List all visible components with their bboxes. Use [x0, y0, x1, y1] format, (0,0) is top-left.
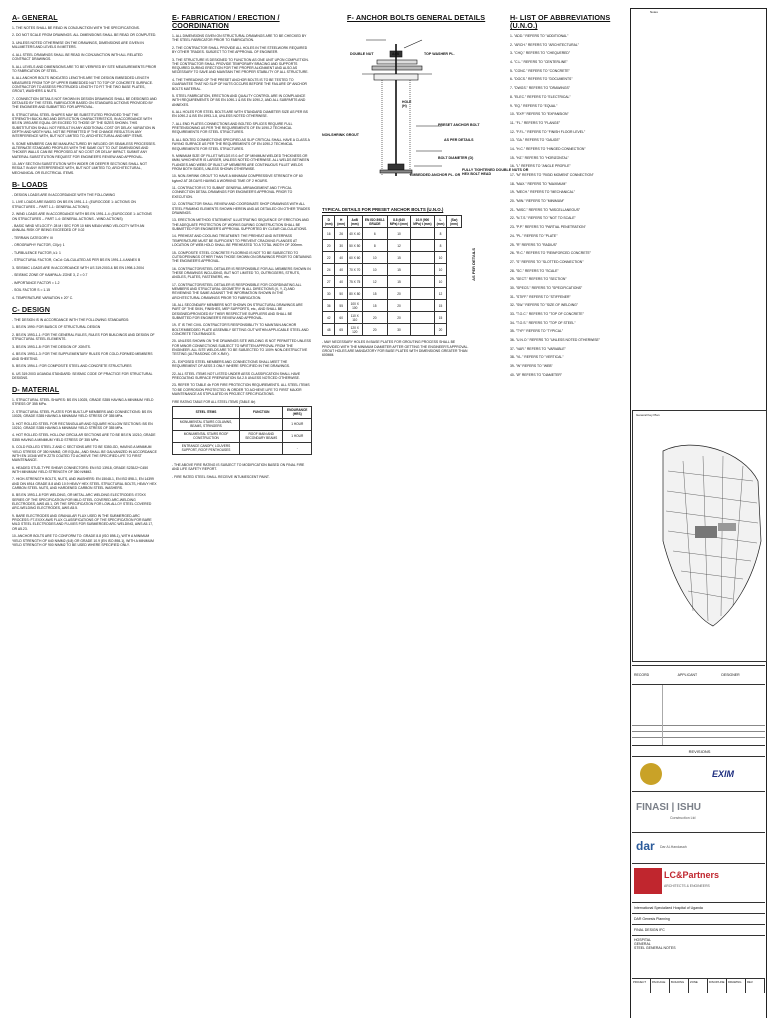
label-as-per: AS PER DETAILS	[444, 138, 474, 142]
fabrication-note: 18- ALL SECONDARY MEMBERS NOT SHOWN ON STRUCTURAL DRAWINGS ARE PART OF THE SKIN, FINISHES, MEP SUPPORTS, etc., AND SHALL BE DESIGNED/PROVIDED BY THEIR RESPECTIVE SUPPLIERS AND SHALL BE SUBMITTED FOR ENGINEER'S REVIEW AND APPROVAL.	[172, 303, 303, 320]
abbreviation-item: 16- "L" REFERS TO "ANGLE PROFILE"	[510, 164, 571, 169]
loads-note: 1- LIVE LOADS ARE BASED ON BS EN 1991-1-1: (EUROCODE 1: ACTIONS ON STRUCTURES -- PART 1-1: GENERAL ACTIONS)	[12, 200, 136, 209]
key-plan-map	[633, 411, 766, 661]
material-note: 7- HIGH-STRENGTH BOLTS, NUTS, AND WASHERS: EN 15048-1, EN ISO 898-1, EN 14399 AND DIN 6914 GRADE 8.8 AND 10.9 HEAVY HEX STEEL STRUCTURAL BOLTS, HEAVY HEX CARBON STEEL NUTS, AND HARDENED CARBON STEEL WASHERS.	[12, 477, 157, 490]
table-cell	[410, 264, 434, 276]
logo-finasi-sub: Construction Ltd	[670, 816, 696, 820]
abbreviation-item: 2- "ARCH." REFERS TO "ARCHITECTURAL"	[510, 42, 579, 47]
label-grout: NON-SHRINK GROUT	[322, 133, 359, 137]
table-cell	[410, 288, 434, 300]
lc-logo-icon	[634, 868, 662, 894]
logos-row-1	[632, 756, 765, 791]
logo-finasi: FINASI | ISHU	[636, 802, 702, 813]
design-note: 5- BS EN 1994-1: FOR COMPOSITE STEEL AND CONCRETE STRUCTURES	[12, 364, 132, 369]
general-note: 3- UNLESS NOTED OTHERWISE ON THE DRAWINGS, DIMENSIONS ARE GIVEN IN MILLIMETERS AND LEVELS IN METERS.	[12, 40, 144, 50]
table-row	[323, 264, 462, 276]
table-cell: 42	[323, 312, 335, 324]
fabrication-note: 7- ALL END PLATES CONNECTIONS AND BOLTED SPLICES REQUIRE FULL PRETENSIONING AS PER THE REQUIREMENTS OF EN 1090-2 TECHNICAL REQUIREMENTS FOR STEEL STRUCTURES.	[172, 121, 293, 135]
table-cell: MONUMENTAL STAIRS ROOF CONSTRUCTION	[173, 430, 240, 442]
table-cell: 12	[362, 276, 387, 288]
abbreviation-item: 9- "EQ." REFERS TO "EQUAL"	[510, 103, 558, 108]
material-note: 4- HOT ROLLED STEEL HOLLOW CIRCULAR SECTIONS ARE TO BE BS EN 10210, GRADE S355 HAVING A MINIMUM YIELD STRESS OF 355 MPa.	[12, 433, 156, 442]
label-hole: HOLE (H)	[402, 100, 412, 109]
table-cell: 30	[335, 240, 347, 252]
design-note: 1- BS EN 1990: FOR BASICS OF STRUCTURAL DESIGN	[12, 325, 101, 330]
table-row	[323, 324, 462, 336]
section-heading-abbreviations: H- LIST OF ABBREVIATIONS (U.N.O.)	[510, 13, 611, 30]
design-note: - THE DESIGN IS IN ACCORDANCE WITH THE FOLLOWING STANDARDS:	[12, 318, 130, 322]
table-cell: 15	[388, 264, 411, 276]
table-header-row	[323, 216, 462, 228]
table-row	[173, 418, 312, 430]
logo-exim: EXIM	[712, 769, 735, 779]
general-note: 10- ANY SECTION SUBSTITUTION WITH WIDER OR DEEPER SECTIONS SHALL NOT RESULT IN ANY INTERFERENCE WITH, BUT NOT LIMITED TO, ARCHITECTURAL, MECHANICAL OR ELECTRICAL ITEMS.	[12, 162, 148, 175]
fabrication-note: 16- CONTRACTOR/STEEL DETAILER IS RESPONSIBLE FOR ALL MEMBERS SHOWN IN THESE DRAWINGS INCLUDING, BUT NOT LIMITED TO, OUTRIGGERS, STRUTS, ANGLES, PLATES, FASTENERS, etc.	[172, 266, 311, 280]
material-note: 9- BARE ELECTRODES AND GRANULAR FLUX USED IN THE SUBMERGED-ARC PROCESS: F7-EXXX AWS FLUX CLASSIFICATIONS OF THE SPECIFICATION FOR BARE MILD STEEL ELECTRODES AND FLUXES FOR SUBMERGED ARC WELDING, AWS A5.17, OR A5.23.	[12, 513, 154, 531]
fire-note-1: - THE ABOVE FIRE RATING IS SUBJECT TO MODIFICATION BASED ON FINAL FIRE AND LIFE SAFETY REPORT.	[172, 462, 305, 472]
table-row	[323, 312, 462, 324]
logo-lc-row	[632, 863, 765, 902]
loads-notes-list	[12, 193, 157, 300]
design-stage: FINAL DESIGN IFC	[632, 924, 765, 935]
abbreviation-item: 14- "H.C." REFERS TO "HINGED CONNECTION"	[510, 146, 586, 151]
table-cell: ENTRANCE CANOPY, LOUVERS SUPPORT, ROOF PENTHOUSES	[173, 442, 240, 454]
logo-lc: LC&Partners	[664, 870, 720, 880]
fabrication-note: 19- IT IS THE CIVIL CONTRACTOR'S RESPONSIBILITY TO MAINTAIN ANCHOR BOLT/EMBEDDED PLATE ASSEMBLY SETTING OUT WITHIN APPLICABLE STEEL AND CONCRETE TOLERANCES.	[172, 323, 309, 336]
table-cell: 10	[388, 228, 411, 240]
section-heading-anchor: F- ANCHOR BOLTS GENERAL DETAILS	[347, 13, 486, 22]
table-cell: 36	[323, 300, 335, 312]
table-cell: 12	[434, 288, 446, 300]
general-note: 9- SOME MEMBERS CAN BE MANUFACTURED BY WELDED OR SEAMLESS PROCESSES. ALTERNATE STANDARD PROFILES WITH THE SAME OUT TO OUT DIMENSIONS AND THICKER WALLS CAN BE PROPOSED AT NO COST OR DELAY IMPACT. SUBMIT ANY MATERIAL SUBSTITUTION REQUEST FOR ENGINEER'S REVIEW AND APPROVAL.	[12, 141, 156, 159]
section-heading-general: A- GENERAL	[12, 13, 58, 22]
fire-note-2: - FIRE RATED STEEL SHALL RECEIVE INTUMESCENT PAINT.	[172, 474, 270, 479]
anchor-bolt-table	[322, 215, 462, 336]
table-cell: 20	[388, 288, 411, 300]
table-cell: 60 X 60	[347, 252, 362, 264]
anchor-side-label: AS PER DETAILS	[471, 248, 476, 281]
fabrication-note: 2- THE CONTRACTOR SHALL PROVIDE ALL HOLES IN THE STEELWORK REQUIRED BY OTHER TRADES. SUBJECT TO THE APPROVAL OF ENGINEER.	[172, 45, 308, 55]
table-row	[323, 252, 462, 264]
abbreviation-item: 7- "DWGS." REFERS TO "DRAWINGS"	[510, 86, 570, 91]
table-row	[323, 276, 462, 288]
fabrication-note: 17- CONTRACTOR/STEEL DETAILER IS RESPONSIBLE FOR COORDINATING ALL MEMBERS AND STRUCTURAL GEOMETRY IN ALL DIRECTIONS (X, Y, Z) AND REVIEWING THE SAME AGAINST THE INFORMATION SHOWN IN THE ARCHITECTURAL DRAWINGS PRIOR TO FABRICATION.	[172, 282, 302, 300]
general-note: 4- ALL STEEL DRAWINGS SHALL BE READ IN CONJUNCTION WITH ALL RELATED CONTRACT DRAWINGS.	[12, 52, 143, 62]
fire-rating-table	[172, 406, 312, 455]
abbreviation-item: 22- "N.T.S." REFERS TO "NOT TO SCALE"	[510, 216, 576, 221]
table-cell: 110 X 110	[347, 312, 362, 324]
abbreviation-item: 10- "EXP." REFERS TO "EXPANSION"	[510, 112, 569, 117]
column-general	[12, 8, 157, 550]
abbreviation-item: 29- "SECT." REFERS TO "SECTION"	[510, 277, 567, 282]
material-note: 1- STRUCTURAL STEEL SHAPES: BS EN 10025, GRADE S355 HAVING A MINIMUM YIELD STRESS OF 355 MPa.	[12, 398, 154, 407]
table-header-cell: (Sw) (mm)	[447, 216, 462, 228]
abbreviation-item: 23- "P.P." REFERS TO "PARTIAL PENETRATION"	[510, 225, 586, 230]
anchor-note: - MAY NECESSARY HOLES IN BASE PLATES FOR GROUTING PROCESS SHALL BE PROVIDED WITH THE MINIMUM DIAMETER AFTER GETTING THE ENGINEER'S APPROVAL. GROUT HOLES ARE MANDATORY FOR BASE PLATES WITH DIMENSIONS GREATER THAN 600MM.	[322, 340, 469, 358]
label-axb: AxB	[392, 52, 400, 56]
material-note: 3- HOT ROLLED STEEL FOR RECTANGULAR AND SQUARE HOLLOW SECTIONS: BS EN 10210, GRADE S355 HAVING A MINIMUM YIELD STRESS OF 355 MPa.	[12, 421, 153, 430]
abbreviation-item: 36- "U.N.O." REFERS TO "UNLESS NOTED OTHERWISE"	[510, 338, 600, 343]
abbreviation-item: 40- "Ø" REFERS TO "DIAMETER"	[510, 372, 562, 377]
table-header-cell: EN ISO 898-1 GRADE	[362, 216, 387, 228]
loads-note: 2- WIND LOADS ARE IN ACCORDANCE WITH BS EN 1991-1-4: (EUROCODE 1: ACTIONS ON STRUCTURES -- PART 1-4: GENERAL ACTIONS - WIND ACTIONS)	[12, 212, 152, 221]
abbreviation-item: 21- "MISC." REFERS TO "MISCELLANEOUS"	[510, 207, 581, 212]
fabrication-note: 22- ALL STEEL ITEMS NOT LISTED UNDER AESS CLASSIFICATION SHALL HAVE PRECOATING SURFACE PREPARATION SA 2.5 UNLESS NOTICED OTHERWISE.	[172, 371, 301, 380]
key-plan-box	[632, 410, 767, 662]
logo-dar-sub: Dar Al-Handasah	[660, 845, 687, 849]
abbreviations-list	[510, 34, 628, 378]
table-cell: 12	[388, 240, 411, 252]
fabrication-note: 13- ERECTION METHOD STATEMENT ILLUSTRATING SEQUENCE OF ERECTION AND THE ADEQUATE PROTECTION OF WORKS DURING CONSTRUCTION SHALL BE SUBMITTED FOR ENGINEER'S APPROVAL SUPPORTED BY CLEAR CALCULATIONS.	[172, 218, 309, 231]
abbreviation-item: 24- "PL." REFERS TO "PLATE"	[510, 233, 558, 238]
table-cell: 55	[335, 300, 347, 312]
material-note: 10- ANCHOR BOLTS ARE TO CONFORM TO: GRADE 8.8 (ISO 898-1), WITH A MINIMUM YIELD STRENGTH OF 640 N/MM2 (6.8) OR GRADE 10.9 (EN ISO 898-1), WITH A MINIMUM YIELD STRENGTH OF 900 N/MM2 TO BE USED WHERE SPECIFIED ONLY.	[12, 534, 154, 547]
table-cell: 15	[362, 300, 387, 312]
table-cell: 20	[434, 324, 446, 336]
table-cell	[410, 228, 434, 240]
label-embedded-plate: EMBEDDED ANCHOR PL. OR	[410, 173, 461, 177]
fabrication-note: 14- PREHEAT AND COOLING TREATMENT: THE PREHEAT AND INTERPASS TEMPERATURE MUST BE SUFFICIENT TO PREVENT CRACKING FLANGES AT LOCATION OF WEB HOLD SHALL BE PREHEATED TO A TOTAL WIDTH OF 200mm.	[172, 234, 303, 248]
table-header-cell: D (mm)	[323, 216, 335, 228]
design-note: 4- BS EN 1993-1-3: FOR THE SUPPLEMENTARY RULES FOR COLD-FORMED MEMBERS AND SHEETING.	[12, 352, 153, 361]
drawing-number-field: PROJECT	[632, 979, 651, 993]
table-cell: 22	[323, 252, 335, 264]
loads-note: - SOIL FACTOR S = 1.15	[12, 288, 50, 293]
revisions-label: REVISIONS	[632, 745, 765, 756]
abbreviation-item: 1- "ADD." REFERS TO "ADDITIONAL"	[510, 34, 569, 38]
fabrication-note: 20- UNLESS SHOWN ON THE DRAWINGS SITE WELDING IS NOT PERMITTED UNLESS FOR MINOR CONNECTIONS SUBJECT TO WRITTEN APPROVAL FROM THE ENGINEER. ALL SITE WELDS ARE TO BE SUBJECTED TO 100% NON-DESTRUCTIVE TESTING (ULTRASONIC OR X-RAY).	[172, 339, 311, 357]
design-note: 6- US 319:2003 UGANDA STANDARD: SEISMIC CODE OF PRACTICE FOR STRUCTURAL DESIGNS.	[12, 371, 153, 380]
drawing-number-row	[632, 978, 765, 993]
table-cell: 10	[434, 252, 446, 264]
table-cell	[410, 276, 434, 288]
fabrication-note: 1- ALL DIMENSIONS GIVEN ON STRUCTURAL DRAWINGS ARE TO BE CHECKED BY THE STEEL FABRICATOR PRIOR TO FABRICATION.	[172, 34, 307, 43]
material-note: 5- COLD ROLLED STEEL Z AND C SECTIONS ARE TO BE S350-GD, HAVING A MINIMUM YIELD STRESS OF 350 N/MM2, OR EQUAL, AND SHALL BE GALVANIZED IN ACCORDANCE WITH EN 10346 WITH Z275 COATED TO ACHIEVE THE SPECIFIED LIFE TO FIRST MAINTENANCE.	[12, 445, 157, 463]
table-cell: 10	[362, 264, 387, 276]
label-double-nut: DOUBLE NUT	[350, 52, 374, 56]
fabrication-note: 15- COMPOSITE STEEL CONCRETE FLOORING IS NOT TO BE SUBJECTED TO CUTS/OPENINGS OTHER THAN THOSE SHOWN ON DRAWINGS PRIOR TO OBTAINING THE ENGINEER'S APPROVAL.	[172, 250, 312, 264]
section-heading-material: D- MATERIAL	[12, 385, 60, 395]
fire-table-title: FIRE RATING TABLE FOR ALL STEEL ITEMS (TABLE 4b)	[172, 399, 256, 404]
table-cell: 1 HOUR	[283, 418, 312, 430]
abbreviation-item: 35- "TYP." REFERS TO "TYPICAL"	[510, 329, 564, 334]
loads-note: 4- TEMPERATURE VARIATION ± 20° C.	[12, 295, 74, 300]
table-cell	[410, 240, 434, 252]
table-cell: 30	[388, 324, 411, 336]
design-notes-list	[12, 318, 157, 380]
general-note: 7- CONNECTION DETAILS NOT SHOWN IN DESIGN DRAWINGS SHALL BE DESIGNED AND DETAILED BY THE STEEL FABRICATOR BASED ON STANDARD ACTIONS PROVIDED BY THE ENGINEER AND SUBMITTED FOR APPROVAL.	[12, 96, 157, 110]
section-heading-fabrication: E- FABRICATION / ERECTION / COORDINATION	[172, 13, 280, 30]
loads-note: - STRUCTURAL FACTOR, CsCd: CALCULATED AS PER BS EN 1991-1-4 ANNEX B	[12, 258, 141, 263]
abbreviation-item: 28- "SC." REFERS TO "SCALE"	[510, 268, 559, 273]
abbreviation-item: 17- "M" REFERS TO "RIGID MOMENT CONNECTION"	[510, 173, 594, 177]
abbreviation-item: 37- "VAR." REFERS TO "VARIABLE"	[510, 346, 566, 351]
abbreviation-item: 4- "C.L." REFERS TO "CENTERLINE"	[510, 60, 568, 65]
abbreviation-item: 8- "ELEC." REFERS TO "ELECTRICAL"	[510, 94, 571, 99]
abbreviation-item: 12- "F.F.L." REFERS TO "FINISH FLOOR LEVEL"	[510, 129, 586, 134]
table-cell	[240, 442, 283, 454]
table-header-cell: STEEL ITEMS	[173, 406, 240, 418]
table-header-cell: L (mm)	[434, 216, 446, 228]
table-header-cell: AxB (mm)	[347, 216, 362, 228]
material-note: 8- BS EN 1993-1-8 FOR WELDING, OR METAL-ARC WELDING ELECTRODES: E70XX SERIES OF THE SPECIFICATION FOR MILD STEEL COVERED ARC-WELDING ELECTRODES, AWS A5.1, OR THE SPECIFICATION FOR LOW-ALLOY STEEL COVERED ARC-WELDING ELECTRODES, AWS A5.5.	[12, 493, 152, 511]
column-abbreviations	[510, 8, 628, 382]
abbreviation-item: 31- "STIFF." REFERS TO "STIFFENER"	[510, 294, 571, 299]
table-cell: 8	[434, 240, 446, 252]
label-bolt-diameter: BOLT DIAMETER (D)	[438, 156, 474, 160]
table-cell: 40	[335, 252, 347, 264]
table-cell: 65	[335, 324, 347, 336]
table-cell: -	[283, 442, 312, 454]
table-row	[173, 430, 312, 442]
loads-note: 3- SEISMIC LOADS ARE IN ACCORDANCE WITH US 319:2003 & BS EN 1998-1:2004	[12, 265, 144, 270]
table-cell: 20	[362, 324, 387, 336]
table-cell: 40	[335, 264, 347, 276]
table-cell: 80 X 80	[347, 288, 362, 300]
table-cell: 120 X 120	[347, 324, 362, 336]
table-cell: 27	[323, 276, 335, 288]
table-cell: 100 X 100	[347, 300, 362, 312]
client-name: DAR Genesis Planning	[632, 913, 765, 924]
frame-top	[630, 8, 767, 9]
fabrication-note: 11- CONTRACTOR IS TO SUBMIT GENERAL ARRANGEMENT AND TYPICAL CONNECTION DETAIL DRAWINGS FOR ENGINEER'S APPROVAL PRIOR TO EXECUTION.	[172, 186, 293, 199]
column-anchor	[322, 8, 529, 358]
column-fabrication	[172, 8, 312, 482]
fabrication-note: 6- ALL HOLES FOR STEEL BOLTS ARE WITH STANDARD DIAMETER SIZE AS PER BS EN 1090-2 & BS EN 1993-1-8, UNLESS NOTED OTHERWISE.	[172, 110, 308, 119]
table-cell: 40	[335, 276, 347, 288]
drawing-title-1: HOSPITAL	[634, 938, 652, 942]
drawing-number-field: ZONE	[689, 979, 708, 993]
material-notes-list	[12, 398, 157, 547]
abbreviation-item: 5- "CONC." REFERS TO "CONCRETE"	[510, 68, 570, 73]
table-cell: 20	[388, 300, 411, 312]
table-cell: MONUMENTAL STAIRS COLUMNS, BEAMS, STRINGERS	[173, 418, 240, 430]
table-cell: 50 X 50	[347, 240, 362, 252]
design-note: 2- BS EN 1993-1-1: FOR THE GENERAL RULES, RULES FOR BUILDINGS AND DESIGN OF STRUCTURAL STEEL ELEMENTS.	[12, 332, 155, 342]
fabrication-note: 4- THE THREADING OF THE PRESET ANCHOR BOLTS IS TO BE TESTED TO GUARANTEE THAT NO SLIP OF NUTS OCCURS BEFORE THE FAILURE OF ANCHOR BOLTS MATERIAL.	[172, 77, 307, 91]
table-cell	[410, 324, 434, 336]
abbreviation-item: 15- "HZ." REFERS TO "HORIZONTAL"	[510, 155, 569, 160]
abbreviation-item: 26- "R.C." REFERS TO "REINFORCED CONCRETE"	[510, 251, 591, 256]
revision-table	[632, 684, 765, 745]
table-cell: 1 HOUR	[283, 430, 312, 442]
table-cell: 40 X 40	[347, 228, 362, 240]
abbreviation-item: 39- "W" REFERS TO "WEB"	[510, 364, 553, 369]
project-name: International Specialized Hospital of Uganda	[632, 902, 765, 913]
section-heading-design: C- DESIGN	[12, 305, 51, 314]
logo-dar: dar	[636, 839, 655, 853]
abbreviation-item: 27- "S" REFERS TO "SLOTTED CONNECTION"	[510, 259, 584, 264]
table-cell: 10	[434, 276, 446, 288]
loads-note: - OROGRAPHY FACTOR, C0(z): 1	[12, 243, 65, 248]
rev-header-record: RECORD	[634, 673, 650, 677]
rev-header-designer: DESIGNER	[721, 673, 740, 677]
drawing-number-field: DISCIPLINE	[708, 979, 727, 993]
uganda-crest-icon	[640, 763, 662, 785]
abbreviation-item: 6- "DOCS." REFERS TO "DOCUMENTS"	[510, 77, 573, 82]
table-cell: 75 X 75	[347, 276, 362, 288]
abbreviation-item: 19- "MECH." REFERS TO "MECHANICAL"	[510, 190, 575, 195]
fabrication-notes-list	[172, 34, 312, 396]
table-cell: 8	[434, 228, 446, 240]
drawing-number-field: PACKAGE	[651, 979, 670, 993]
table-cell: 16	[323, 228, 335, 240]
loads-note: - TURBULENCE FACTOR, k1: 1	[12, 250, 61, 255]
design-note: 3- BS EN 1993-1-8: FOR THE DESIGN OF JOINTS.	[12, 344, 91, 349]
general-notes-list	[12, 26, 157, 175]
table-cell: 50	[335, 288, 347, 300]
general-note: 5- ALL LEVELS AND DIMENSIONS ARE TO BE VERIFIED BY SITE MEASUREMENTS PRIOR TO FABRICATION OF STEEL.	[12, 64, 157, 73]
abbreviation-item: 20- "MIN." REFERS TO "MINIMUM"	[510, 199, 565, 204]
loads-note: - DESIGN LOADS ARE IN ACCORDANCE WITH THE FOLLOWING	[12, 193, 115, 197]
general-note: 1- THE NOTES SHALL BE READ IN CONJUNCTION WITH THE SPECIFICATIONS.	[12, 26, 140, 30]
table-header-row	[173, 406, 312, 418]
table-cell	[410, 252, 434, 264]
logo-lc-sub: ARCHITECTS & ENGINEERS	[664, 884, 710, 888]
fabrication-note: 21- EXPOSED STEEL MEMBERS AND CONNECTIONS SHALL MEET THE REQUIREMENT OF AESS 3 ONLY WHERE SPECIFIED IN THE DRAWINGS.	[172, 359, 290, 369]
table-cell: 20	[388, 312, 411, 324]
table-cell: 10	[362, 252, 387, 264]
logo-finasi-row	[632, 791, 765, 832]
table-header-cell: 10.9 (900 MPa) t (mm)	[410, 216, 434, 228]
material-note: 2- STRUCTURAL STEEL PLATES FOR BUILT-UP MEMBERS AND CONNECTIONS: BS EN 10025, GRADE S355 HAVING A MINIMUM YIELD STRESS OF 355 MPa.	[12, 409, 152, 419]
table-header-cell: 8.8 (640 MPa) t (mm)	[388, 216, 411, 228]
table-row	[323, 228, 462, 240]
general-note: 6- ALL ANCHOR BOLTS INDICATED LENGTHS ARE THE DESIGN EMBEDDED LENGTH MEASURED FROM TOP OF UPPER EMBEDDED NUT TO TOP OF CONCRETE SURFACE. CONTRACTOR TO ASSESS PROTRUDED LENGTH TO FIT THE TWO BASE PLATES, GROUT, WASHERS & NUTS.	[12, 76, 153, 94]
table-header-cell: H (mm)	[335, 216, 347, 228]
table-cell: 48	[323, 324, 335, 336]
table-cell: 20	[362, 312, 387, 324]
fabrication-note: 10- NON-SHRINK GROUT TO HAVE A MINIMUM COMPRESSIVE STRENGTH OF 60 kg/cm2 AT 28 DAYS HAVING A WORKING TIME OF 2 HOURS.	[172, 174, 303, 183]
abbreviation-item: 11- "FL." REFERS TO "FLANGE"	[510, 120, 561, 125]
table-row	[323, 240, 462, 252]
material-note: 6- HEADED STUD-TYPE SHEAR CONNECTORS: EN ISO 13918, GRADE S235J2+C450 WITH MINIMUM YIELD STRENGTH OF 350 N/MM2.	[12, 465, 149, 474]
drawing-number-field: DRAWING	[727, 979, 746, 993]
abbreviation-item: 30- "SPECS." REFERS TO "SPECIFICATIONS"	[510, 285, 583, 290]
table-row	[323, 288, 462, 300]
approvals-row	[632, 665, 765, 684]
abbreviation-item: 25- "R" REFERS TO "RADIUS"	[510, 242, 558, 247]
table-cell: 15	[362, 288, 387, 300]
table-cell: 60	[335, 312, 347, 324]
sheet-note-label: Notes	[650, 10, 658, 14]
table-cell: 24	[323, 264, 335, 276]
table-cell: 26	[335, 228, 347, 240]
anchor-table-title: TYPICAL DETAILS FOR PRESET ANCHOR BOLTS (U.N.O.)	[322, 207, 444, 212]
abbreviation-item: 38- "VL." REFERS TO "VERTICAL"	[510, 355, 564, 360]
frame-left-border	[630, 8, 631, 1018]
table-header-cell: FUNCTION	[240, 406, 283, 418]
drawing-title-box	[632, 935, 765, 978]
table-cell: 8	[362, 240, 387, 252]
abbreviation-item: 32- "SW." REFERS TO "SIZE OF WELDING"	[510, 303, 578, 308]
fabrication-note: 23- REFER TO TABLE 4b FOR FIRE PROTECTION REQUIREMENTS. ALL STEEL ITEMS TO BE CORROSION PROTECTED IN ORDER TO ACHIEVE LIFE TO FIRST MAJOR MAINTENANCE AS STIPULATED IN PROJECT SPECIFICATIONS.	[172, 383, 310, 397]
loads-note: - BASIC WIND VELOCITY: 28 M / SEC FOR 10 MIN MEAN WIND VELOCITY WITH AN ANNUAL RISK OF BEING EXCEEDED OF 0.02	[12, 224, 145, 233]
abbreviation-item: 34- "T.O.S." REFERS TO "TOP OF STEEL"	[510, 320, 576, 325]
abbreviation-item: 13- "GA." REFERS TO "GAUGE"	[510, 138, 560, 143]
fabrication-note: 8- ALL BOLTED CONNECTIONS SPECIFIED AS SLIP CRITICAL SHALL HAVE A CLASS A FAYING SURFACE AS PER THE REQUIREMENTS OF EN 1090-2 TECHNICAL REQUIREMENTS FOR STEEL STRUCTURES.	[172, 137, 310, 151]
drawing-number-field: BUILDING	[670, 979, 689, 993]
logo-dar-row	[632, 832, 765, 863]
section-heading-loads: B- LOADS	[12, 180, 48, 189]
table-cell: 15	[388, 276, 411, 288]
abbreviation-item: 3- "CHQ." REFERS TO "CHEQUERED"	[510, 51, 571, 56]
fabrication-note: 5- STEEL FABRICATION, ERECTION AND QUALITY CONTROL ARE IN COMPLIANCE WITH REQUIREMENTS OF BS EN 1090-1 & BS EN 1090-2, AND ALL SUBPARTS AND ANNEXES.	[172, 94, 306, 107]
abbreviation-item: 18- "MAX." REFERS TO "MAXIMUM"	[510, 181, 567, 186]
table-cell: 15	[434, 312, 446, 324]
label-preset: PRESET ANCHOR BOLT	[438, 123, 480, 127]
table-cell: 10	[434, 264, 446, 276]
drawing-number-field: REV.	[746, 979, 765, 993]
table-cell: 15	[434, 300, 446, 312]
abbreviation-item: 33- "T.O.C." REFERS TO "TOP OF CONCRETE"	[510, 312, 584, 316]
table-row	[173, 442, 312, 454]
general-note: 2- DO NOT SCALE FROM DRAWINGS. ALL DIMENSIONS SHALL BE READ OR COMPUTED.	[12, 33, 157, 38]
table-header-cell: ENDURANCE (HRS)	[283, 406, 312, 418]
table-cell	[240, 418, 283, 430]
drawing-title-3: STEEL GENERAL NOTES	[634, 946, 676, 950]
table-cell: 20	[323, 240, 335, 252]
label-tightened: FULLY TIGHTENED DOUBLE NUTS OR HEX BOLT HEAD	[462, 168, 529, 177]
fabrication-note: 12- CONTRACTOR SHALL REVIEW AND COORDINATE SHOP DRAWINGS WITH ALL STEEL FRAMING ELEMENTS SHOWN HEREIN AND AS DETAILED ON OTHER TRADES DRAWINGS.	[172, 202, 311, 215]
general-note: 8- STRUCTURAL STEEL SHAPES MAY BE SUBSTITUTED PROVIDED THAT THE STRENGTH BUCKLING AND DEFLECTION CHARACTERISTICS, IN ACCORDANCE WITH BS EN 1993 ARE EQUAL OR EXCEED TO THOSE OF THE SIZES SHOWN. THIS SUBSTITUTION SHALL NOT RESULT IN ANY ADDITIONAL COST OR DELAY. VARIATION IN DEPTH AND WIDTH WILL NOT BE PERMITTED IF THE CHANGE RESULTS IN ANY INTERFERENCE WITH, BUT NOT LIMITED TO, ARCHITECTURAL AND MEP ITEMS.	[12, 112, 156, 139]
fabrication-note: 9- MINIMUM SIZE OF FILLET WELDS IS 0.4xT OF MINIMUM WELDED THICKNESS OR 6MM, WHICHEVER IS LARGER, UNLESS NOTED OTHERWISE. ALL WELDS BETWEEN FLANGES AND WEBS OF BUILT-UP MEMBERS ARE CONTINUOUS FILLET WELDS FROM BOTH SIDES, UNLESS SHOWN OTHERWISE.	[172, 154, 310, 171]
label-top-washer: TOP WASHER PL.	[424, 52, 455, 56]
key-plan-label: General Key Plan	[636, 413, 660, 417]
table-cell: ROOF MAIN AND SECONDARY BEAMS	[240, 430, 283, 442]
table-cell: 15	[388, 252, 411, 264]
loads-note: - IMPORTANCE FACTOR = 1.2	[12, 280, 60, 285]
loads-note: - SEISMIC ZONE OF KAMPALA: ZONE 3, Z = 0.7	[12, 273, 88, 278]
fabrication-note: 3- THE STRUCTURE IS DESIGNED TO FUNCTION AS ONE UNIT UPON COMPLETION. THE CONTRACTOR SHALL PROVIDE TEMPORARY BRACING AND SUPPORTS REQUIRED DURING ERECTION FOR THE PROPER ALIGNMENT AND ALSO AS NECESSARY TO SAVE AND MAINTAIN THE PROPER STABILITY OF ALL STRUCTURE.	[172, 57, 309, 75]
table-cell: 6	[362, 228, 387, 240]
table-cell: 30	[323, 288, 335, 300]
table-row	[323, 300, 462, 312]
drawing-title-2: GENERAL	[634, 942, 651, 946]
table-cell	[410, 300, 434, 312]
loads-note: - TERRAIN CATEGORY: III	[12, 235, 54, 240]
table-cell	[410, 312, 434, 324]
table-cell: 70 X 70	[347, 264, 362, 276]
rev-header-applicant: APPLICANT	[677, 673, 698, 677]
title-block	[632, 665, 765, 993]
